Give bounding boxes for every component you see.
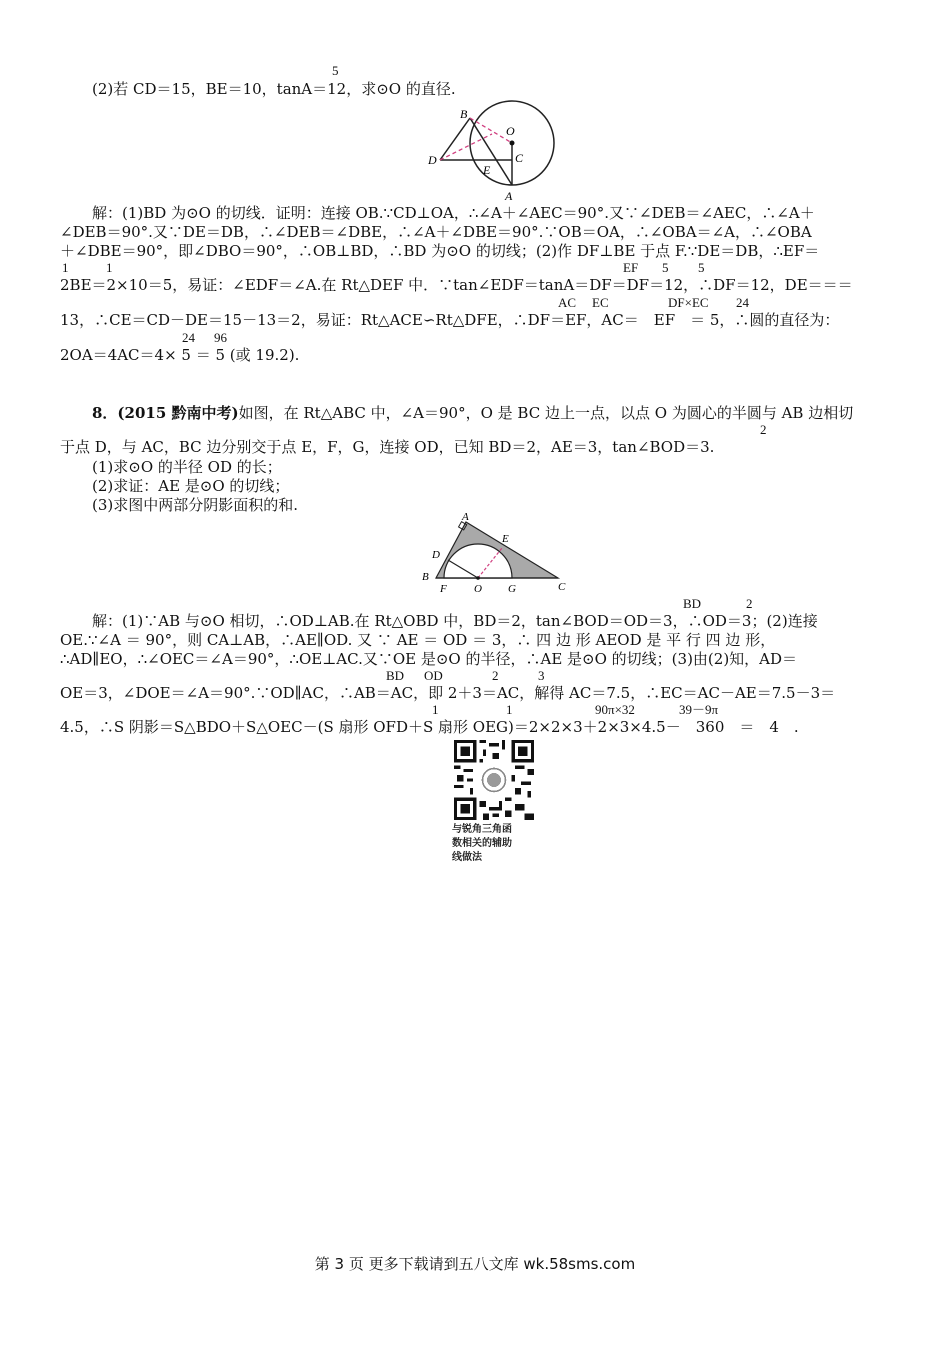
segment-db (440, 118, 470, 160)
label-o: O (506, 124, 515, 138)
page-footer: 第 3 页 更多下载请到五八文库 wk.58sms.com (314, 1255, 636, 1273)
fraction-mark: BD (683, 596, 702, 611)
solution1-line5: 13，∴CE＝CD－DE＝15－13＝2，易证：Rt△ACE∽Rt△DFE，∴DF＝EF，AC＝ EF ＝ 5，∴圆的直径为： (60, 311, 840, 329)
label-g: G (508, 583, 516, 595)
solution2-line3: ∴AD∥EO，∴∠OEC＝∠A＝90°，∴OE⊥AC.又∵OE 是⊙O 的半径，∴AE 是⊙O 的切线；(3)由(2)知，AD＝ (60, 650, 798, 668)
fraction-mark: 96 (214, 330, 227, 345)
fraction-mark: 90π×32 (595, 702, 635, 717)
solution2-line2: OE.∵∠A ＝ 90°，则 CA⊥AB，∴AE∥OD. 又 ∵ AE ＝ OD ＝ 3，∴ 四 边 形 AEOD 是 平 行 四 边 形， (60, 631, 776, 649)
part2-question: (2)若 CD＝15，BE＝10，tanA＝12，求⊙O 的直径. (92, 80, 456, 98)
question-number: 8．(2015 黔南中考) (92, 404, 239, 422)
label-c: C (558, 581, 566, 593)
center-dot (510, 141, 515, 146)
qr-caption-line3: 线做法 (452, 852, 482, 863)
fraction-mark: 2 (746, 596, 753, 611)
figure-semicircle-triangle (418, 512, 568, 596)
label-a: A (462, 512, 469, 523)
label-a: A (505, 189, 513, 203)
solution1-line4: 2BE＝2×10＝5，易证：∠EDF＝∠A.在 Rt△DEF 中．∵tan∠EDF＝tanA＝DF＝DF＝12，∴DF＝12，DE＝＝＝ (60, 276, 853, 294)
question8-line1 (92, 404, 853, 422)
center-dot (476, 576, 480, 580)
solution1-line2: ∠DEB＝90°.又∵DE＝DB，∴∠DEB＝∠DBE，∴∠A＋∠DBE＝90°.∵OB＝OA，∴∠OBA＝∠A，∴∠OBA (60, 223, 812, 241)
question8-line2: 于点 D，与 AC，BC 边分别交于点 E，F，G，连接 OD，已知 BD＝2，AE＝3，tan∠BOD＝3. (60, 438, 715, 456)
fraction-mark: 1 (62, 260, 69, 275)
solution2-line1: 解：(1)∵AB 与⊙O 相切，∴OD⊥AB.在 Rt△OBD 中，BD＝2，tan∠BOD＝OD＝3，∴OD＝3；(2)连接 (92, 612, 818, 630)
label-c: C (515, 151, 524, 165)
question8-sub1: (1)求⊙O 的半径 OD 的长； (92, 458, 282, 476)
figure-circle-tangent (420, 100, 560, 206)
label-e: E (483, 163, 491, 177)
fraction-numerator: 2 (760, 422, 767, 437)
question8-sub2: (2)求证：AE 是⊙O 的切线； (92, 477, 290, 495)
solution1-line6: 2OA＝4AC＝4× 5 ＝ 5 (或 19.2). (60, 346, 300, 364)
fraction-mark: AC (558, 295, 577, 310)
label-d: D (428, 153, 437, 167)
fraction-mark: 24 (736, 295, 749, 310)
question8-text: 如图，在 Rt△ABC 中，∠A＝90°，O 是 BC 边上一点，以点 O 为圆心的半圆与 AB 边相切 (238, 404, 854, 422)
fraction-mark: EF (623, 260, 639, 275)
fraction-mark: 5 (662, 260, 669, 275)
dashed-df (440, 134, 492, 160)
solution1-line3: ＋∠DBE＝90°，即∠DBO＝90°，∴OB⊥BD，∴BD 为⊙O 的切线；(2)作 DF⊥BE 于点 F.∵DE＝DB，∴EF＝ (60, 242, 820, 260)
fraction-numerator: 5 (332, 63, 339, 78)
fraction-mark: BD (386, 668, 405, 683)
label-b: B (460, 107, 468, 121)
label-f: F (440, 583, 447, 595)
fraction-mark: 1 (106, 260, 113, 275)
fraction-mark: 24 (182, 330, 195, 345)
qr-code[interactable] (454, 740, 534, 820)
label-d: D (432, 549, 440, 561)
qr-caption-line1: 与锐角三角函 (452, 824, 512, 835)
question8-sub3: (3)求图中两部分阴影面积的和. (92, 496, 299, 514)
label-b: B (422, 571, 429, 583)
fraction-mark: EC (592, 295, 609, 310)
fraction-mark: DF×EC (668, 295, 709, 310)
solution2-line4: OE＝3，∠DOE＝∠A＝90°.∵OD∥AC，∴AB＝AC，即 2＋3＝AC，解得 AC＝7.5，∴EC＝AC－AE＝7.5－3＝ (60, 684, 836, 702)
fraction-mark: 5 (698, 260, 705, 275)
fraction-mark: 39－9π (679, 702, 719, 717)
label-e: E (502, 533, 509, 545)
fraction-mark: 3 (538, 668, 545, 683)
fraction-mark: 1 (506, 702, 513, 717)
fraction-mark: 1 (432, 702, 439, 717)
solution1-line1: 解：(1)BD 为⊙O 的切线．证明：连接 OB.∵CD⊥OA，∴∠A＋∠AEC＝90°.又∵∠DEB＝∠AEC，∴∠A＋ (92, 204, 815, 222)
fraction-mark: OD (424, 668, 443, 683)
qr-caption-line2: 数相关的辅助 (452, 838, 512, 849)
fraction-mark: 2 (492, 668, 499, 683)
label-o: O (474, 583, 482, 595)
solution2-line5: 4.5，∴S 阴影＝S△BDO＋S△OEC－(S 扇形 OFD＋S 扇形 OEG)＝2×2×3＋2×3×4.5－ 360 ＝ 4 . (60, 718, 799, 736)
